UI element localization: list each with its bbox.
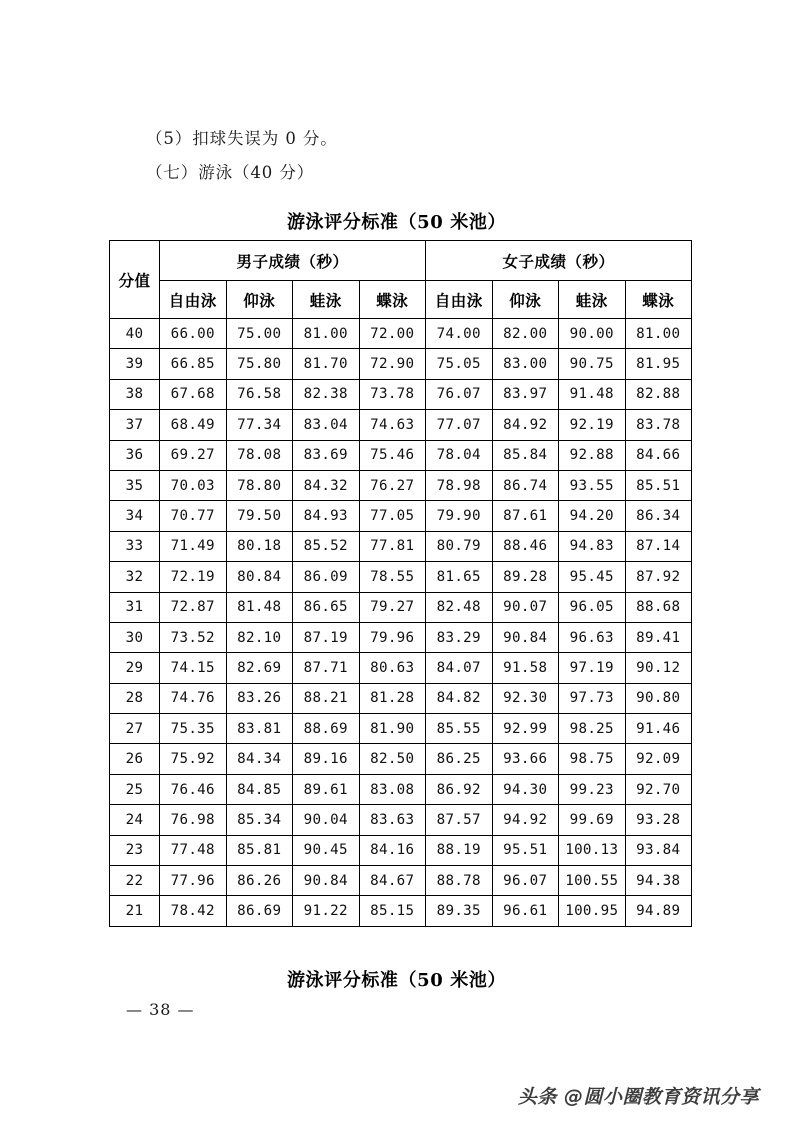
cell-time-value: 96.07: [492, 866, 559, 896]
cell-score-value: 30: [110, 622, 160, 652]
cell-time-value: 77.96: [160, 866, 227, 896]
cell-time-value: 84.16: [359, 835, 426, 865]
cell-time-value: 84.66: [625, 440, 692, 470]
cell-time-value: 85.15: [359, 896, 426, 926]
cell-time-value: 81.65: [426, 562, 493, 592]
cell-time-value: 94.89: [625, 896, 692, 926]
table-row: [110, 835, 692, 865]
cell-time-value: 92.70: [625, 774, 692, 804]
cell-time-value: 83.81: [226, 714, 293, 744]
cell-time-value: 78.08: [226, 440, 293, 470]
cell-time-value: 82.00: [492, 319, 559, 349]
cell-time-value: 83.08: [359, 774, 426, 804]
cell-time-value: 94.92: [492, 805, 559, 835]
cell-time-value: 86.69: [226, 896, 293, 926]
cell-time-value: 82.69: [226, 653, 293, 683]
column-group-header-female: 女子成绩（秒）: [426, 241, 692, 281]
cell-time-value: 89.61: [293, 774, 360, 804]
table-row: [110, 805, 692, 835]
cell-time-value: 90.45: [293, 835, 360, 865]
cell-time-value: 82.48: [426, 592, 493, 622]
cell-time-value: 94.20: [559, 501, 626, 531]
cell-time-value: 98.75: [559, 744, 626, 774]
cell-score-value: 22: [110, 866, 160, 896]
cell-time-value: 89.41: [625, 622, 692, 652]
cell-time-value: 94.38: [625, 866, 692, 896]
cell-time-value: 66.85: [160, 349, 227, 379]
cell-time-value: 86.25: [426, 744, 493, 774]
cell-time-value: 70.03: [160, 470, 227, 500]
cell-time-value: 89.28: [492, 562, 559, 592]
cell-time-value: 90.07: [492, 592, 559, 622]
cell-time-value: 76.98: [160, 805, 227, 835]
cell-time-value: 100.13: [559, 835, 626, 865]
column-header-score: 分值: [110, 241, 160, 319]
cell-time-value: 81.90: [359, 714, 426, 744]
cell-time-value: 90.80: [625, 683, 692, 713]
cell-time-value: 100.95: [559, 896, 626, 926]
cell-time-value: 91.22: [293, 896, 360, 926]
cell-time-value: 73.78: [359, 379, 426, 409]
cell-time-value: 71.49: [160, 531, 227, 561]
table-row: [110, 592, 692, 622]
cell-score-value: 26: [110, 744, 160, 774]
table-row: [110, 653, 692, 683]
cell-time-value: 81.48: [226, 592, 293, 622]
table-body: [110, 319, 692, 927]
cell-time-value: 86.74: [492, 470, 559, 500]
cell-time-value: 84.32: [293, 470, 360, 500]
cell-time-value: 81.00: [293, 319, 360, 349]
cell-time-value: 85.52: [293, 531, 360, 561]
cell-time-value: 94.83: [559, 531, 626, 561]
cell-time-value: 83.04: [293, 410, 360, 440]
cell-time-value: 75.80: [226, 349, 293, 379]
cell-time-value: 93.55: [559, 470, 626, 500]
column-header-male-freestyle: 自由泳: [160, 281, 227, 319]
cell-score-value: 27: [110, 714, 160, 744]
cell-time-value: 82.10: [226, 622, 293, 652]
table-row: [110, 319, 692, 349]
cell-time-value: 86.34: [625, 501, 692, 531]
watermark: 头条 @圆小圈教育资讯分享: [517, 1086, 759, 1108]
cell-time-value: 86.92: [426, 774, 493, 804]
cell-time-value: 85.84: [492, 440, 559, 470]
cell-time-value: 74.00: [426, 319, 493, 349]
cell-time-value: 83.78: [625, 410, 692, 440]
cell-time-value: 75.46: [359, 440, 426, 470]
cell-time-value: 97.19: [559, 653, 626, 683]
cell-time-value: 87.14: [625, 531, 692, 561]
cell-time-value: 83.00: [492, 349, 559, 379]
cell-time-value: 72.19: [160, 562, 227, 592]
cell-time-value: 90.00: [559, 319, 626, 349]
cell-time-value: 95.45: [559, 562, 626, 592]
cell-score-value: 29: [110, 653, 160, 683]
cell-time-value: 77.48: [160, 835, 227, 865]
cell-time-value: 88.46: [492, 531, 559, 561]
paragraph-spike-error: （5）扣球失误为 0 分。: [146, 129, 338, 148]
cell-time-value: 83.69: [293, 440, 360, 470]
cell-time-value: 89.16: [293, 744, 360, 774]
cell-score-value: 25: [110, 774, 160, 804]
cell-score-value: 32: [110, 562, 160, 592]
column-header-female-butterfly: 蝶泳: [625, 281, 692, 319]
cell-time-value: 92.09: [625, 744, 692, 774]
cell-time-value: 83.29: [426, 622, 493, 652]
cell-time-value: 75.35: [160, 714, 227, 744]
table-row: [110, 470, 692, 500]
cell-time-value: 80.63: [359, 653, 426, 683]
cell-time-value: 79.96: [359, 622, 426, 652]
table-row: [110, 714, 692, 744]
cell-time-value: 92.99: [492, 714, 559, 744]
column-header-male-breaststroke: 蛙泳: [293, 281, 360, 319]
cell-time-value: 77.81: [359, 531, 426, 561]
cell-time-value: 75.00: [226, 319, 293, 349]
cell-time-value: 84.85: [226, 774, 293, 804]
cell-score-value: 38: [110, 379, 160, 409]
column-header-male-backstroke: 仰泳: [226, 281, 293, 319]
cell-time-value: 70.77: [160, 501, 227, 531]
cell-time-value: 85.51: [625, 470, 692, 500]
column-header-male-butterfly: 蝶泳: [359, 281, 426, 319]
cell-time-value: 85.55: [426, 714, 493, 744]
swimming-score-table-wrapper: [109, 240, 691, 927]
table-row: [110, 440, 692, 470]
cell-time-value: 90.75: [559, 349, 626, 379]
cell-time-value: 86.26: [226, 866, 293, 896]
cell-time-value: 90.84: [492, 622, 559, 652]
paragraph-swimming-section: （七）游泳（40 分）: [146, 163, 315, 182]
cell-time-value: 81.28: [359, 683, 426, 713]
cell-time-value: 90.84: [293, 866, 360, 896]
cell-time-value: 88.21: [293, 683, 360, 713]
table-header: [110, 241, 692, 319]
cell-time-value: 84.07: [426, 653, 493, 683]
cell-time-value: 99.69: [559, 805, 626, 835]
cell-time-value: 79.27: [359, 592, 426, 622]
cell-time-value: 78.55: [359, 562, 426, 592]
cell-time-value: 85.34: [226, 805, 293, 835]
cell-time-value: 73.52: [160, 622, 227, 652]
body-paragraphs: [146, 122, 666, 190]
cell-time-value: 74.15: [160, 653, 227, 683]
cell-time-value: 84.93: [293, 501, 360, 531]
cell-time-value: 90.04: [293, 805, 360, 835]
table-row: [110, 774, 692, 804]
cell-time-value: 81.00: [625, 319, 692, 349]
table-row: [110, 866, 692, 896]
cell-score-value: 34: [110, 501, 160, 531]
cell-time-value: 82.88: [625, 379, 692, 409]
cell-time-value: 66.00: [160, 319, 227, 349]
swimming-score-table: [109, 240, 692, 927]
cell-score-value: 23: [110, 835, 160, 865]
cell-time-value: 84.92: [492, 410, 559, 440]
cell-score-value: 39: [110, 349, 160, 379]
cell-time-value: 75.92: [160, 744, 227, 774]
cell-time-value: 95.51: [492, 835, 559, 865]
cell-time-value: 74.63: [359, 410, 426, 440]
cell-time-value: 88.69: [293, 714, 360, 744]
cell-score-value: 24: [110, 805, 160, 835]
table-row: [110, 501, 692, 531]
cell-time-value: 81.95: [625, 349, 692, 379]
cell-time-value: 83.97: [492, 379, 559, 409]
column-header-female-breaststroke: 蛙泳: [559, 281, 626, 319]
cell-time-value: 79.50: [226, 501, 293, 531]
cell-score-value: 36: [110, 440, 160, 470]
cell-score-value: 37: [110, 410, 160, 440]
cell-time-value: 88.19: [426, 835, 493, 865]
cell-score-value: 40: [110, 319, 160, 349]
cell-time-value: 72.90: [359, 349, 426, 379]
cell-time-value: 88.68: [625, 592, 692, 622]
page-number: — 38 —: [126, 1000, 195, 1019]
cell-score-value: 33: [110, 531, 160, 561]
cell-time-value: 87.57: [426, 805, 493, 835]
cell-time-value: 72.87: [160, 592, 227, 622]
cell-time-value: 89.35: [426, 896, 493, 926]
cell-time-value: 69.27: [160, 440, 227, 470]
cell-time-value: 80.18: [226, 531, 293, 561]
table-row: [110, 410, 692, 440]
cell-time-value: 84.82: [426, 683, 493, 713]
table-row: [110, 622, 692, 652]
cell-time-value: 91.58: [492, 653, 559, 683]
cell-time-value: 92.30: [492, 683, 559, 713]
cell-time-value: 90.12: [625, 653, 692, 683]
cell-time-value: 83.63: [359, 805, 426, 835]
cell-time-value: 99.23: [559, 774, 626, 804]
cell-score-value: 35: [110, 470, 160, 500]
cell-time-value: 83.26: [226, 683, 293, 713]
cell-time-value: 88.78: [426, 866, 493, 896]
cell-time-value: 76.58: [226, 379, 293, 409]
cell-time-value: 96.61: [492, 896, 559, 926]
cell-time-value: 78.98: [426, 470, 493, 500]
cell-time-value: 87.92: [625, 562, 692, 592]
cell-score-value: 21: [110, 896, 160, 926]
table-row: [110, 562, 692, 592]
cell-time-value: 85.81: [226, 835, 293, 865]
cell-time-value: 82.38: [293, 379, 360, 409]
cell-time-value: 67.68: [160, 379, 227, 409]
cell-time-value: 91.46: [625, 714, 692, 744]
cell-time-value: 84.67: [359, 866, 426, 896]
cell-time-value: 100.55: [559, 866, 626, 896]
column-group-header-male: 男子成绩（秒）: [160, 241, 426, 281]
cell-time-value: 93.66: [492, 744, 559, 774]
cell-time-value: 93.84: [625, 835, 692, 865]
cell-time-value: 78.42: [160, 896, 227, 926]
cell-time-value: 76.07: [426, 379, 493, 409]
cell-time-value: 87.19: [293, 622, 360, 652]
cell-time-value: 91.48: [559, 379, 626, 409]
cell-time-value: 76.46: [160, 774, 227, 804]
table-row: [110, 349, 692, 379]
table-caption-repeat: 游泳评分标准（50 米池）: [286, 970, 507, 991]
cell-time-value: 94.30: [492, 774, 559, 804]
cell-time-value: 84.34: [226, 744, 293, 774]
table-row: [110, 896, 692, 926]
cell-time-value: 77.34: [226, 410, 293, 440]
table-row: [110, 379, 692, 409]
cell-time-value: 92.19: [559, 410, 626, 440]
cell-time-value: 92.88: [559, 440, 626, 470]
cell-time-value: 79.90: [426, 501, 493, 531]
cell-time-value: 96.63: [559, 622, 626, 652]
cell-time-value: 81.70: [293, 349, 360, 379]
cell-time-value: 76.27: [359, 470, 426, 500]
cell-time-value: 98.25: [559, 714, 626, 744]
table-caption: 游泳评分标准（50 米池）: [286, 212, 507, 233]
cell-time-value: 87.61: [492, 501, 559, 531]
table-row: [110, 531, 692, 561]
cell-time-value: 78.04: [426, 440, 493, 470]
cell-time-value: 80.79: [426, 531, 493, 561]
table-row: [110, 683, 692, 713]
cell-time-value: 78.80: [226, 470, 293, 500]
cell-score-value: 28: [110, 683, 160, 713]
cell-time-value: 80.84: [226, 562, 293, 592]
cell-time-value: 77.07: [426, 410, 493, 440]
cell-time-value: 87.71: [293, 653, 360, 683]
cell-time-value: 93.28: [625, 805, 692, 835]
column-header-female-freestyle: 自由泳: [426, 281, 493, 319]
table-header-row-strokes: [110, 281, 692, 319]
column-header-female-backstroke: 仰泳: [492, 281, 559, 319]
cell-score-value: 31: [110, 592, 160, 622]
table-row: [110, 744, 692, 774]
cell-time-value: 86.65: [293, 592, 360, 622]
cell-time-value: 97.73: [559, 683, 626, 713]
cell-time-value: 96.05: [559, 592, 626, 622]
cell-time-value: 77.05: [359, 501, 426, 531]
cell-time-value: 72.00: [359, 319, 426, 349]
cell-time-value: 86.09: [293, 562, 360, 592]
cell-time-value: 82.50: [359, 744, 426, 774]
cell-time-value: 68.49: [160, 410, 227, 440]
cell-time-value: 75.05: [426, 349, 493, 379]
table-header-row-group: [110, 241, 692, 281]
cell-time-value: 74.76: [160, 683, 227, 713]
